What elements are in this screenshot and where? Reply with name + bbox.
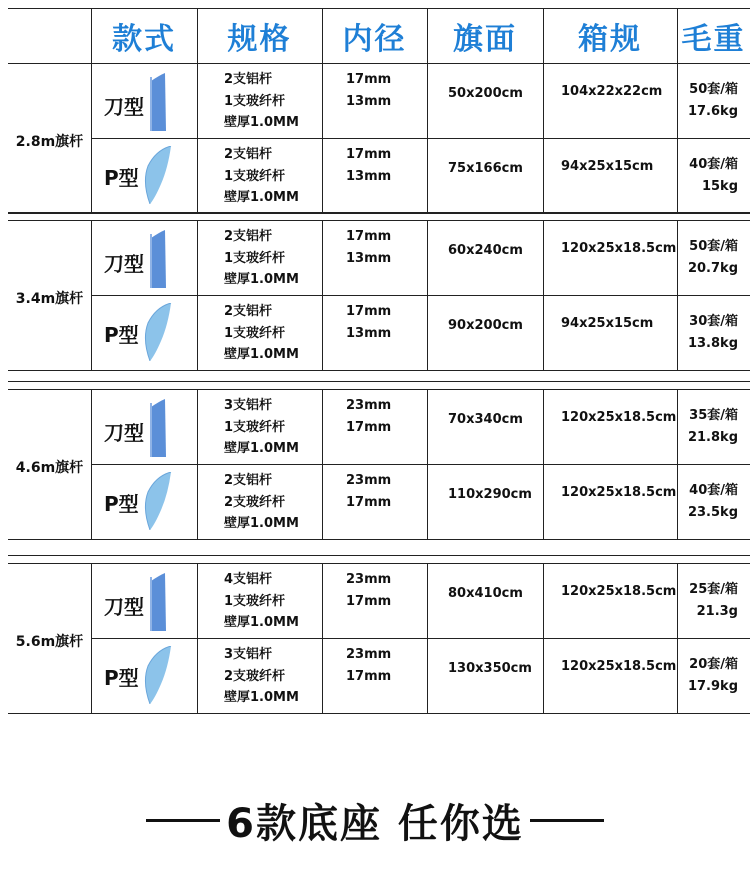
header-style: 款式 — [112, 22, 176, 57]
group-gap-line — [8, 381, 750, 382]
spec-line: 壁厚1.0MM — [224, 272, 299, 287]
header-col-divider — [677, 8, 678, 63]
teardrop-flag-icon — [142, 472, 172, 534]
flag-type-label: P型 — [104, 666, 139, 690]
diameter-line: 17mm — [346, 229, 392, 244]
weight-line: 30套/箱 — [689, 314, 738, 329]
spec-line: 壁厚1.0MM — [224, 115, 299, 130]
header-col-divider — [91, 8, 92, 63]
diameter-line: 23mm — [346, 398, 392, 413]
box-size-cell: 120x25x18.5cm — [561, 410, 677, 425]
diameter-cell — [346, 301, 391, 344]
footer-text: 6款底座 任你选 — [226, 801, 524, 847]
flag-size-cell: 110x290cm — [448, 487, 532, 502]
spec-line: 1支玻纤杆 — [224, 593, 286, 609]
diameter-line: 17mm — [346, 304, 392, 319]
weight-line: 40套/箱 — [689, 483, 738, 498]
spec-cell — [224, 569, 299, 634]
group-label: 5.6m旗杆 — [15, 634, 84, 650]
header-col-divider — [322, 8, 323, 63]
weight-line: 25套/箱 — [689, 582, 738, 597]
spec-cell — [224, 144, 299, 209]
header-spec: 规格 — [227, 22, 292, 57]
spec-line: 1支玻纤杆 — [224, 93, 286, 109]
flag-size-cell: 70x340cm — [448, 412, 523, 427]
weight-cell — [684, 79, 738, 122]
row-divider — [91, 638, 750, 639]
left-dash — [146, 819, 220, 822]
diameter-cell — [346, 569, 391, 612]
header-gross-weight: 毛重 — [681, 22, 746, 57]
weight-cell — [684, 236, 738, 279]
spec-line: 壁厚1.0MM — [224, 347, 299, 362]
spec-cell — [224, 69, 299, 134]
spec-line: 1支玻纤杆 — [224, 325, 286, 341]
diameter-line: 13mm — [346, 250, 392, 266]
spec-line: 2支铝杆 — [224, 304, 273, 319]
weight-line: 13.8kg — [687, 335, 738, 351]
diameter-line: 17mm — [346, 147, 392, 162]
group-label: 4.6m旗杆 — [15, 460, 84, 476]
flag-size-cell: 130x350cm — [448, 661, 532, 676]
spec-line: 壁厚1.0MM — [224, 615, 299, 630]
spec-line: 2支玻纤杆 — [224, 668, 286, 684]
diameter-line: 17mm — [346, 668, 392, 684]
weight-line: 17.9kg — [687, 678, 738, 694]
weight-cell — [684, 311, 738, 354]
spec-line: 壁厚1.0MM — [224, 190, 299, 205]
flag-size-cell: 50x200cm — [448, 86, 523, 101]
header-col-divider — [427, 8, 428, 63]
flag-size-cell: 90x200cm — [448, 318, 523, 333]
knife-flag-icon — [148, 73, 168, 135]
spec-line: 2支铝杆 — [224, 72, 273, 87]
weight-line: 20.7kg — [687, 260, 738, 276]
flag-type-label: 刀型 — [104, 595, 144, 619]
knife-flag-icon — [148, 399, 168, 461]
diameter-cell — [346, 69, 391, 112]
group-bottom-line — [8, 370, 750, 371]
spec-line: 4支铝杆 — [224, 572, 273, 587]
weight-line: 35套/箱 — [689, 408, 738, 423]
group-gap-line — [8, 212, 750, 213]
spec-line: 3支铝杆 — [224, 398, 273, 413]
diameter-cell — [346, 395, 391, 438]
spec-line: 1支玻纤杆 — [224, 419, 286, 435]
header-col-divider — [543, 8, 544, 63]
diameter-cell — [346, 470, 391, 513]
flag-size-cell: 75x166cm — [448, 161, 523, 176]
flag-type-label: 刀型 — [104, 421, 144, 445]
spec-line: 2支铝杆 — [224, 229, 273, 244]
box-size-cell: 120x25x18.5cm — [561, 659, 677, 674]
flag-size-cell: 60x240cm — [448, 243, 523, 258]
weight-line: 21.8kg — [687, 429, 738, 445]
group-bottom-line — [8, 713, 750, 714]
box-size-cell: 120x25x18.5cm — [561, 584, 677, 599]
box-size-cell: 104x22x22cm — [561, 84, 663, 99]
diameter-line: 13mm — [346, 168, 392, 184]
group-label: 3.4m旗杆 — [15, 291, 84, 307]
weight-cell — [684, 405, 738, 448]
flag-type-label: P型 — [104, 492, 139, 516]
flag-type-label: P型 — [104, 166, 139, 190]
group-gap-line — [8, 555, 750, 556]
weight-cell — [684, 154, 738, 197]
box-size-cell: 120x25x18.5cm — [561, 485, 677, 500]
weight-line: 15kg — [701, 178, 738, 194]
spec-cell — [224, 301, 299, 366]
group-bottom-line — [8, 539, 750, 540]
group-top-line — [8, 220, 750, 221]
header-inner-diameter: 内径 — [342, 22, 407, 57]
weight-cell — [684, 579, 738, 622]
spec-line: 1支玻纤杆 — [224, 168, 286, 184]
diameter-line: 13mm — [346, 325, 392, 341]
header-box-size: 箱规 — [578, 22, 642, 57]
diameter-line: 23mm — [346, 572, 392, 587]
teardrop-flag-icon — [142, 303, 172, 365]
spec-line: 壁厚1.0MM — [224, 690, 299, 705]
weight-line: 40套/箱 — [689, 157, 738, 172]
header-flag: 旗面 — [453, 22, 517, 57]
spec-line: 1支玻纤杆 — [224, 250, 286, 266]
box-size-cell: 94x25x15cm — [561, 159, 654, 174]
knife-flag-icon — [148, 230, 168, 292]
spec-line: 2支铝杆 — [224, 473, 273, 488]
diameter-line: 17mm — [346, 494, 392, 510]
spec-cell — [224, 470, 299, 535]
spec-line: 3支铝杆 — [224, 647, 273, 662]
spec-line: 壁厚1.0MM — [224, 516, 299, 531]
group-bottom-line — [8, 213, 750, 214]
diameter-line: 23mm — [346, 473, 392, 488]
spec-cell — [224, 226, 299, 291]
diameter-cell — [346, 144, 391, 187]
teardrop-flag-icon — [142, 146, 172, 208]
diameter-line: 13mm — [346, 93, 392, 109]
diameter-cell — [346, 644, 391, 687]
weight-line: 21.3g — [696, 603, 738, 619]
box-size-cell: 120x25x18.5cm — [561, 241, 677, 256]
spec-line: 2支铝杆 — [224, 147, 273, 162]
group-label: 2.8m旗杆 — [15, 134, 84, 150]
group-top-line — [8, 63, 750, 64]
diameter-line: 17mm — [346, 72, 392, 87]
flag-type-label: P型 — [104, 323, 139, 347]
weight-line: 50套/箱 — [689, 82, 738, 97]
diameter-line: 17mm — [346, 419, 392, 435]
diameter-line: 17mm — [346, 593, 392, 609]
weight-cell — [684, 654, 738, 697]
flag-type-label: 刀型 — [104, 252, 144, 276]
group-top-line — [8, 389, 750, 390]
box-size-cell: 94x25x15cm — [561, 316, 654, 331]
flag-size-cell: 80x410cm — [448, 586, 523, 601]
teardrop-flag-icon — [142, 646, 172, 708]
right-dash — [530, 819, 604, 822]
row-divider — [91, 138, 750, 139]
weight-line: 23.5kg — [687, 504, 738, 520]
footer-banner — [0, 792, 750, 849]
table-top-line — [8, 8, 750, 9]
row-divider — [91, 295, 750, 296]
spec-cell — [224, 395, 299, 460]
flag-type-label: 刀型 — [104, 95, 144, 119]
knife-flag-icon — [148, 573, 168, 635]
row-divider — [91, 464, 750, 465]
diameter-line: 23mm — [346, 647, 392, 662]
spec-cell — [224, 644, 299, 709]
group-top-line — [8, 563, 750, 564]
weight-line: 50套/箱 — [689, 239, 738, 254]
weight-cell — [684, 480, 738, 523]
diameter-cell — [346, 226, 391, 269]
weight-line: 20套/箱 — [689, 657, 738, 672]
spec-line: 2支玻纤杆 — [224, 494, 286, 510]
header-col-divider — [197, 8, 198, 63]
spec-line: 壁厚1.0MM — [224, 441, 299, 456]
weight-line: 17.6kg — [687, 103, 738, 119]
